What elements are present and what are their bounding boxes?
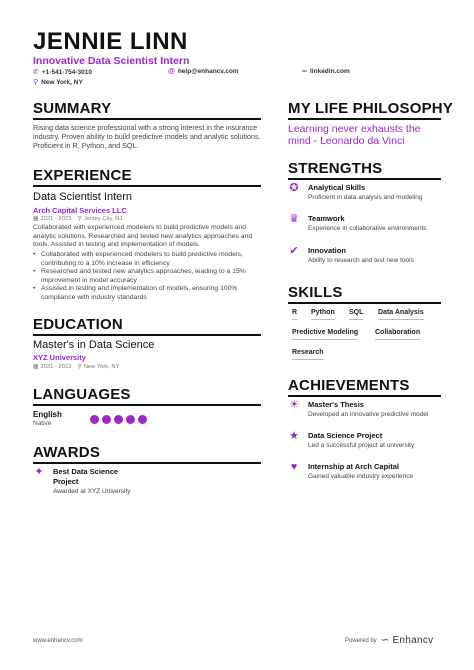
- location-pin-icon: ⚲: [77, 364, 82, 370]
- contact-email[interactable]: @ help@enhancv.com: [168, 68, 239, 75]
- strength-title: Teamwork: [308, 214, 345, 223]
- bulb-icon: ☀: [289, 399, 299, 411]
- calendar-icon: ▦: [33, 216, 39, 222]
- at-icon: @: [168, 68, 175, 75]
- philosophy-divider: [288, 118, 441, 120]
- rating-dot: [90, 415, 99, 424]
- link-icon: ∞: [302, 68, 307, 75]
- star-icon: ★: [289, 430, 299, 442]
- education-location: ⚲ New York, NY: [77, 364, 120, 370]
- contact-phone: ✆ +1-541-754-3010: [33, 68, 92, 76]
- education-divider: [33, 334, 261, 336]
- achievement-title: Data Science Project: [308, 431, 383, 440]
- award-title: Best Data Science Project: [53, 467, 119, 486]
- strength-item: [288, 214, 427, 234]
- skills-heading: SKILLS: [288, 284, 343, 301]
- education-meta: [33, 364, 119, 370]
- experience-divider: [33, 185, 261, 187]
- check-icon: ✔: [289, 245, 299, 257]
- enhancv-logo-icon: ∽ Enhancv: [380, 635, 434, 646]
- wand-icon: ✦: [34, 466, 44, 478]
- heart-icon: ♥: [290, 461, 298, 473]
- award-desc: Awarded at XYZ University: [53, 488, 131, 495]
- list-item: • Assisted in testing and implementation of models, ensuring 100% compliance with industry standards: [33, 285, 261, 302]
- philosophy-quote: Learning never exhausts the mind - Leonardo da Vinci: [288, 123, 421, 147]
- language-rating: [90, 415, 147, 424]
- strengths-heading: STRENGTHS: [288, 160, 383, 177]
- phone-icon: ✆: [33, 69, 39, 76]
- strength-item: [288, 246, 414, 266]
- awards-divider: [33, 462, 261, 464]
- powered-by-label: Powered by: [345, 637, 377, 644]
- experience-bullets: [33, 251, 261, 303]
- achievement-desc: Gained valuable industry experience: [308, 473, 414, 480]
- list-item: • Researched and tested new analytics approaches, leading to a 15% improvement in model accuracy: [33, 268, 261, 285]
- achievement-item: [288, 400, 428, 420]
- skill-tag: Collaboration: [375, 329, 420, 340]
- achievement-item: [288, 431, 414, 451]
- experience-location: ⚲ Jersey City, NJ: [77, 216, 123, 222]
- location-pin-icon: ⚲: [33, 79, 39, 86]
- experience-meta: [33, 216, 122, 222]
- languages-divider: [33, 404, 261, 406]
- resume-name: JENNIE LINN: [33, 28, 188, 55]
- summary-text: Rising data science professional with a strong interest in the insurance industry. Proven ability to build predictive models and analytic solutions. Proficient in R, Python, and SQL.: [33, 123, 261, 151]
- strength-title: Analytical Skills: [308, 183, 366, 192]
- language-name: English: [33, 410, 62, 419]
- rating-dot: [138, 415, 147, 424]
- rating-dot: [126, 415, 135, 424]
- award-item: [33, 467, 261, 497]
- experience-role: Data Scientist Intern: [33, 191, 133, 203]
- experience-description: Collaborated with experienced modelers to build predictive models and analytic solutions. Researched and tested new analytics approaches and tools. Assisted in testing and implementation of models.: [33, 224, 253, 249]
- education-degree: Master's in Data Science: [33, 339, 155, 351]
- strength-desc: Experience in collaborative environments: [308, 225, 427, 232]
- skill-tag: Research: [292, 349, 324, 360]
- experience-company: Arch Capital Services LLC: [33, 206, 127, 215]
- skill-tag: Predictive Modeling: [292, 329, 358, 340]
- philosophy-heading: MY LIFE PHILOSOPHY: [288, 100, 454, 117]
- contact-linkedin[interactable]: ∞ linkedin.com: [302, 68, 350, 75]
- rating-dot: [114, 415, 123, 424]
- summary-heading: SUMMARY: [33, 100, 112, 117]
- strength-desc: Ability to research and test new tools: [308, 257, 414, 264]
- list-item: • Collaborated with experienced modelers to build predictive models, contributing to a 10% increase in efficiency: [33, 251, 261, 268]
- education-dates: ▦ 2021 - 2023: [33, 364, 72, 370]
- languages-heading: LANGUAGES: [33, 386, 131, 403]
- achievement-desc: Led a successful project at university: [308, 442, 415, 449]
- achievement-title: Internship at Arch Capital: [308, 462, 399, 471]
- strength-item: [288, 183, 423, 203]
- resume-title: Innovative Data Scientist Intern: [33, 55, 190, 67]
- skills-divider: [288, 302, 441, 304]
- calendar-icon: ▦: [33, 364, 39, 370]
- skill-tag: R: [292, 309, 297, 320]
- experience-dates: ▦ 2021 - 2023: [33, 216, 72, 222]
- education-school: XYZ University: [33, 353, 86, 362]
- awards-heading: AWARDS: [33, 444, 101, 461]
- education-heading: EDUCATION: [33, 316, 123, 333]
- language-level: Native: [33, 420, 52, 427]
- footer-brand[interactable]: [345, 635, 433, 646]
- skill-tag: Data Analysis: [378, 309, 424, 320]
- achievement-title: Master's Thesis: [308, 400, 364, 409]
- experience-heading: EXPERIENCE: [33, 167, 132, 184]
- strengths-divider: [288, 178, 441, 180]
- summary-divider: [33, 118, 261, 120]
- strength-title: Innovation: [308, 246, 346, 255]
- achievements-heading: ACHIEVEMENTS: [288, 377, 410, 394]
- skill-tag: SQL: [349, 309, 363, 320]
- achievements-divider: [288, 395, 441, 397]
- contact-location: ⚲ New York, NY: [33, 78, 83, 86]
- footer-site[interactable]: www.enhancv.com: [33, 638, 83, 644]
- location-pin-icon: ⚲: [77, 216, 82, 222]
- medal-icon: ✪: [289, 182, 299, 194]
- achievement-desc: Developed an innovative predictive model: [308, 411, 429, 418]
- rating-dot: [102, 415, 111, 424]
- skill-tag: Python: [311, 309, 335, 320]
- strength-desc: Proficient in data analysis and modeling: [308, 194, 423, 201]
- achievement-item: [288, 462, 413, 482]
- trophy-icon: ♛: [289, 213, 299, 225]
